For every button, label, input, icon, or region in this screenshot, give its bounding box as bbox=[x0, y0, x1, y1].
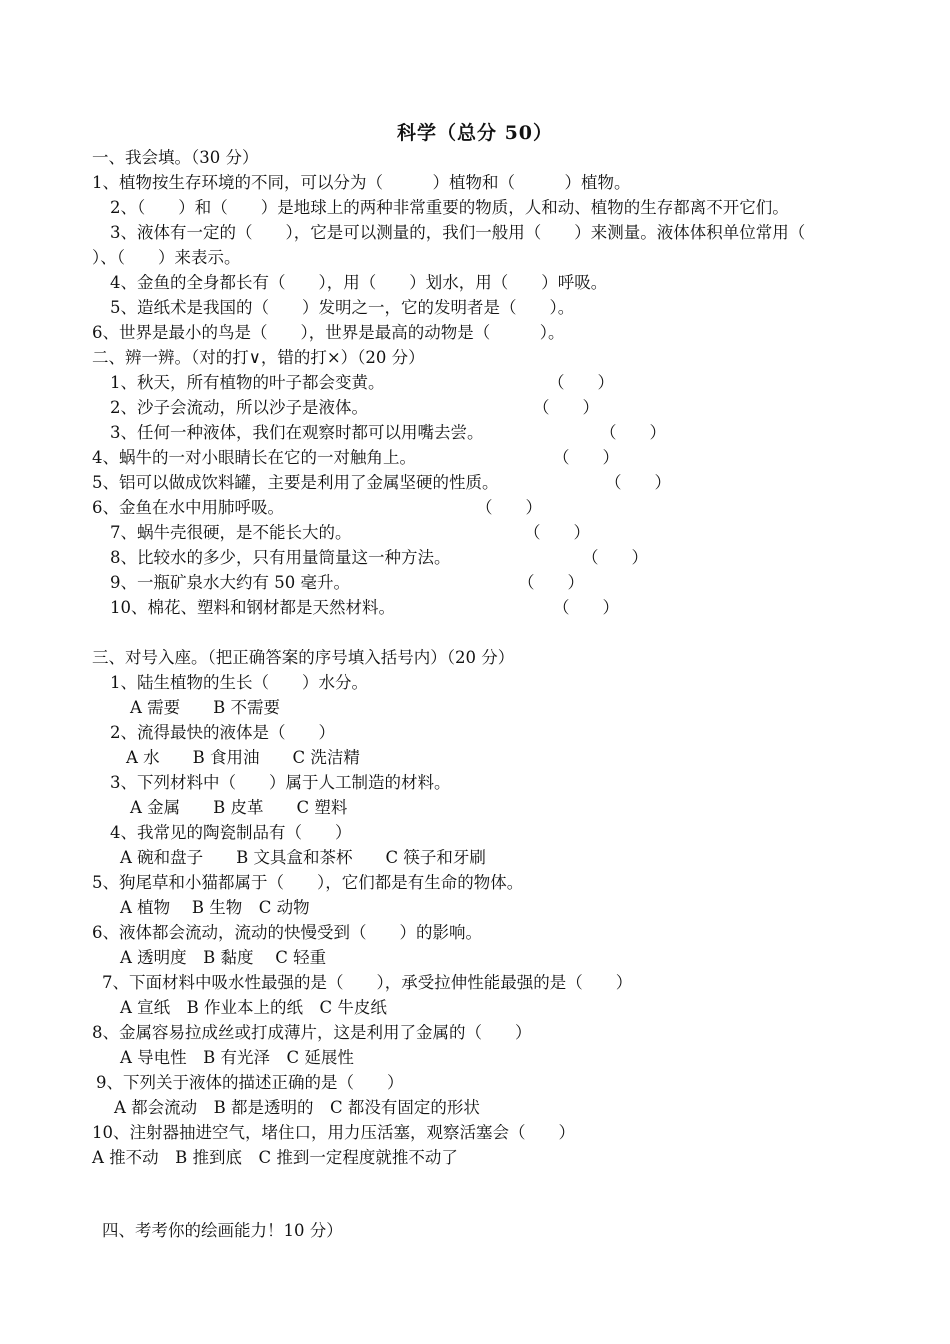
judge-q8-bracket: （ ） bbox=[582, 548, 648, 567]
judge-q9: 9、一瓶矿泉水大约有 50 毫升。 bbox=[110, 573, 350, 592]
judge-q5-bracket: （ ） bbox=[605, 473, 671, 492]
fill-q4: 4、金鱼的全身都长有（ ），用（ ）划水，用（ ）呼吸。 bbox=[110, 273, 608, 292]
judge-q2-bracket: （ ） bbox=[533, 398, 599, 417]
choice-q1: 1、陆生植物的生长（ ）水分。 bbox=[110, 673, 368, 692]
choice-q4-options: A 碗和盘子 B 文具盒和茶杯 C 筷子和牙刷 bbox=[120, 848, 486, 867]
fill-q6: 6、世界是最小的鸟是（ ），世界是最高的动物是（ ）。 bbox=[92, 323, 565, 342]
judge-q2: 2、沙子会流动，所以沙子是液体。 bbox=[110, 398, 368, 417]
choice-q7: 7、下面材料中吸水性最强的是（ ），承受拉伸性能最强的是（ ） bbox=[102, 973, 633, 992]
section-3-heading: 三、对号入座。（把正确答案的序号填入括号内）（20 分） bbox=[92, 648, 515, 667]
judge-q3-bracket: （ ） bbox=[600, 423, 666, 442]
judge-q10-bracket: （ ） bbox=[553, 598, 619, 617]
choice-q10: 10、注射器抽进空气，堵住口，用力压活塞，观察活塞会（ ） bbox=[92, 1123, 575, 1142]
choice-q9: 9、下列关于液体的描述正确的是（ ） bbox=[96, 1073, 404, 1092]
judge-q3: 3、任何一种液体，我们在观察时都可以用嘴去尝。 bbox=[110, 423, 484, 442]
section-4-heading: 四、考考你的绘画能力！10 分） bbox=[102, 1221, 343, 1240]
choice-q8-options: A 导电性 B 有光泽 C 延展性 bbox=[120, 1048, 354, 1067]
judge-q1: 1、秋天，所有植物的叶子都会变黄。 bbox=[110, 373, 385, 392]
judge-q10: 10、棉花、塑料和钢材都是天然材料。 bbox=[110, 598, 395, 617]
section-2-heading: 二、辨一辨。（对的打∨，错的打×）（20 分） bbox=[92, 348, 425, 367]
choice-q4: 4、我常见的陶瓷制品有（ ） bbox=[110, 823, 352, 842]
exam-title: 科学（总分 50） bbox=[396, 122, 554, 144]
judge-q8: 8、比较水的多少，只有用量筒量这一种方法。 bbox=[110, 548, 451, 567]
fill-q3: 3、液体有一定的（ ），它是可以测量的，我们一般用（ ）来测量。液体体积单位常用（ bbox=[110, 223, 806, 242]
fill-q2: 2、（ ）和（ ）是地球上的两种非常重要的物质，人和动、植物的生存都离不开它们。 bbox=[110, 198, 789, 217]
choice-q5-options: A 植物 B 生物 C 动物 bbox=[120, 898, 310, 917]
judge-q4: 4、蜗牛的一对小眼睛长在它的一对触角上。 bbox=[92, 448, 416, 467]
section-1-heading: 一、我会填。（30 分） bbox=[92, 148, 259, 167]
judge-q6: 6、金鱼在水中用肺呼吸。 bbox=[92, 498, 284, 517]
judge-q4-bracket: （ ） bbox=[553, 448, 619, 467]
judge-q9-bracket: （ ） bbox=[518, 573, 584, 592]
judge-q6-bracket: （ ） bbox=[476, 498, 542, 517]
choice-q2: 2、流得最快的液体是（ ） bbox=[110, 723, 335, 742]
judge-q7: 7、蜗牛壳很硬，是不能长大的。 bbox=[110, 523, 352, 542]
choice-q6-options: A 透明度 B 黏度 C 轻重 bbox=[120, 948, 327, 967]
choice-q2-options: A 水 B 食用油 C 洗洁精 bbox=[126, 748, 360, 767]
choice-q6: 6、液体都会流动，流动的快慢受到（ ）的影响。 bbox=[92, 923, 482, 942]
choice-q7-options: A 宣纸 B 作业本上的纸 C 牛皮纸 bbox=[120, 998, 387, 1017]
fill-q5: 5、造纸术是我国的（ ）发明之一，它的发明者是（ ）。 bbox=[110, 298, 575, 317]
choice-q9-options: A 都会流动 B 都是透明的 C 都没有固定的形状 bbox=[114, 1098, 480, 1117]
choice-q3: 3、下列材料中（ ）属于人工制造的材料。 bbox=[110, 773, 451, 792]
judge-q7-bracket: （ ） bbox=[524, 523, 590, 542]
fill-q3-cont: ）、（ ）来表示。 bbox=[92, 248, 241, 267]
choice-q10-options: A 推不动 B 推到底 C 推到一定程度就推不动了 bbox=[92, 1148, 458, 1167]
judge-q5: 5、铝可以做成饮料罐，主要是利用了金属坚硬的性质。 bbox=[92, 473, 499, 492]
choice-q5: 5、狗尾草和小猫都属于（ ），它们都是有生命的物体。 bbox=[92, 873, 524, 892]
choice-q8: 8、金属容易拉成丝或打成薄片，这是利用了金属的（ ） bbox=[92, 1023, 532, 1042]
judge-q1-bracket: （ ） bbox=[548, 373, 614, 392]
choice-q3-options: A 金属 B 皮革 C 塑料 bbox=[130, 798, 348, 817]
choice-q1-options: A 需要 B 不需要 bbox=[130, 698, 281, 717]
fill-q1: 1、植物按生存环境的不同，可以分为（ ）植物和（ ）植物。 bbox=[92, 173, 631, 192]
